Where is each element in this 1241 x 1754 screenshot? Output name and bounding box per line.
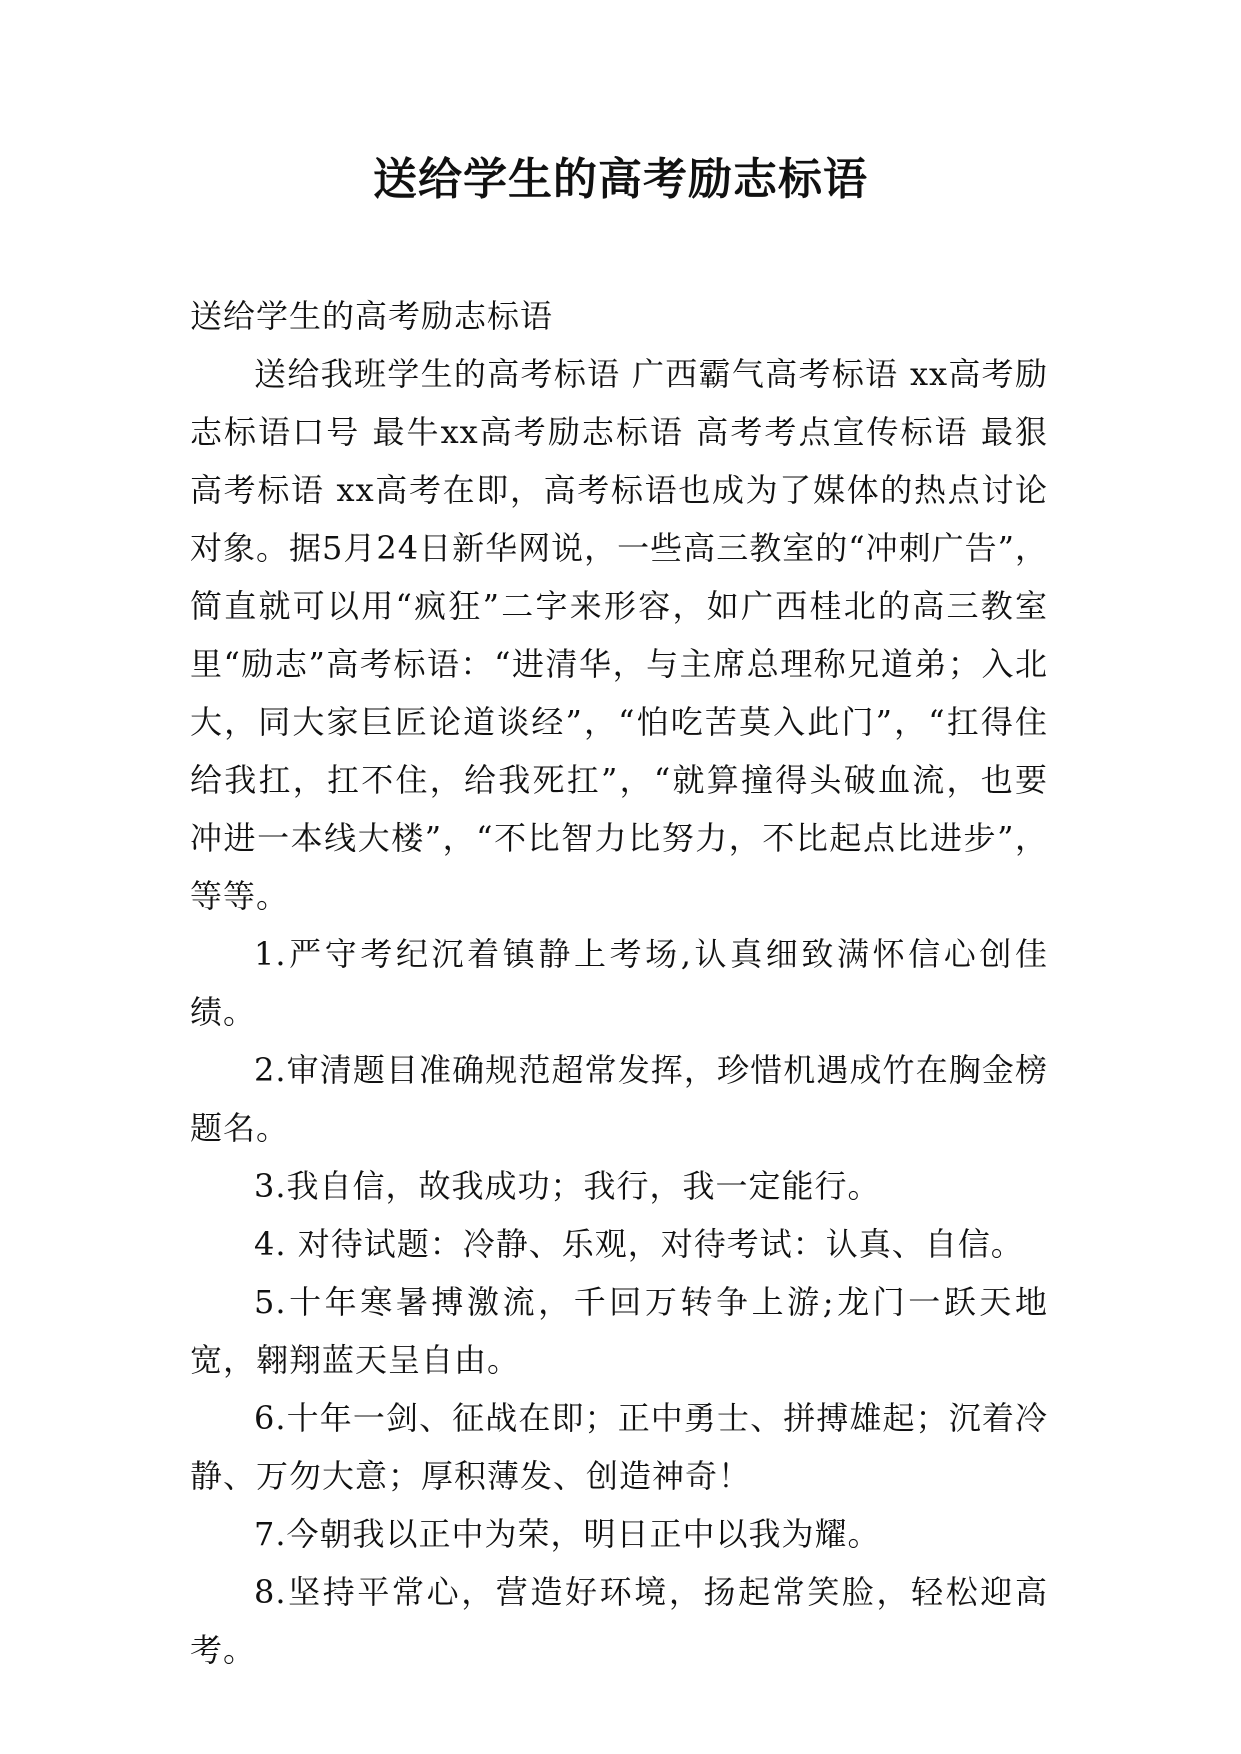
slogan-item-6: 6.十年一剑、征战在即；正中勇士、拼搏雄起；沉着冷静、万勿大意；厚积薄发、创造神奇！ (190, 1399, 1048, 1495)
intro-paragraph: 送给我班学生的高考标语 广西霸气高考标语 xx高考励志标语口号 最牛xx高考励志标语 高考考点宣传标语 最狠高考标语 xx高考在即，高考标语也成为了媒体的热点讨论对象。据5月24日新华网说，一些高三教室的“冲刺广告”，简直就可以用“疯狂”二字来形容，如广西桂北的高三教室里“励志”高考标语：“进清华，与主席总理称兄道弟；入北大，同大家巨匠论道谈经”，“怕吃苦莫入此门”，“扛得住给我扛，扛不住，给我死扛”，“就算撞得头破血流，也要冲进一本线大楼”，“不比智力比努力，不比起点比进步”，等等。 (190, 355, 1048, 915)
slogan-item-5: 5.十年寒暑搏激流，千回万转争上游;龙门一跃天地宽，翱翔蓝天呈自由。 (190, 1283, 1048, 1379)
slogan-item-7: 7.今朝我以正中为荣，明日正中以我为耀。 (254, 1515, 881, 1553)
slogan-item-8: 8.坚持平常心，营造好环境，扬起常笑脸，轻松迎高考。 (190, 1573, 1048, 1669)
slogan-item-4: 4. 对待试题：冷静、乐观，对待考试：认真、自信。 (254, 1225, 1024, 1263)
document-body (190, 287, 1048, 1679)
slogan-item-2: 2.审清题目准确规范超常发挥，珍惜机遇成竹在胸金榜题名。 (190, 1051, 1048, 1147)
slogan-item-1: 1.严守考纪沉着镇静上考场,认真细致满怀信心创佳绩。 (190, 935, 1048, 1031)
document-title: 送给学生的高考励志标语 (373, 154, 868, 205)
document-subtitle: 送给学生的高考励志标语 (190, 297, 554, 335)
slogan-item-3: 3.我自信，故我成功；我行，我一定能行。 (254, 1167, 881, 1205)
